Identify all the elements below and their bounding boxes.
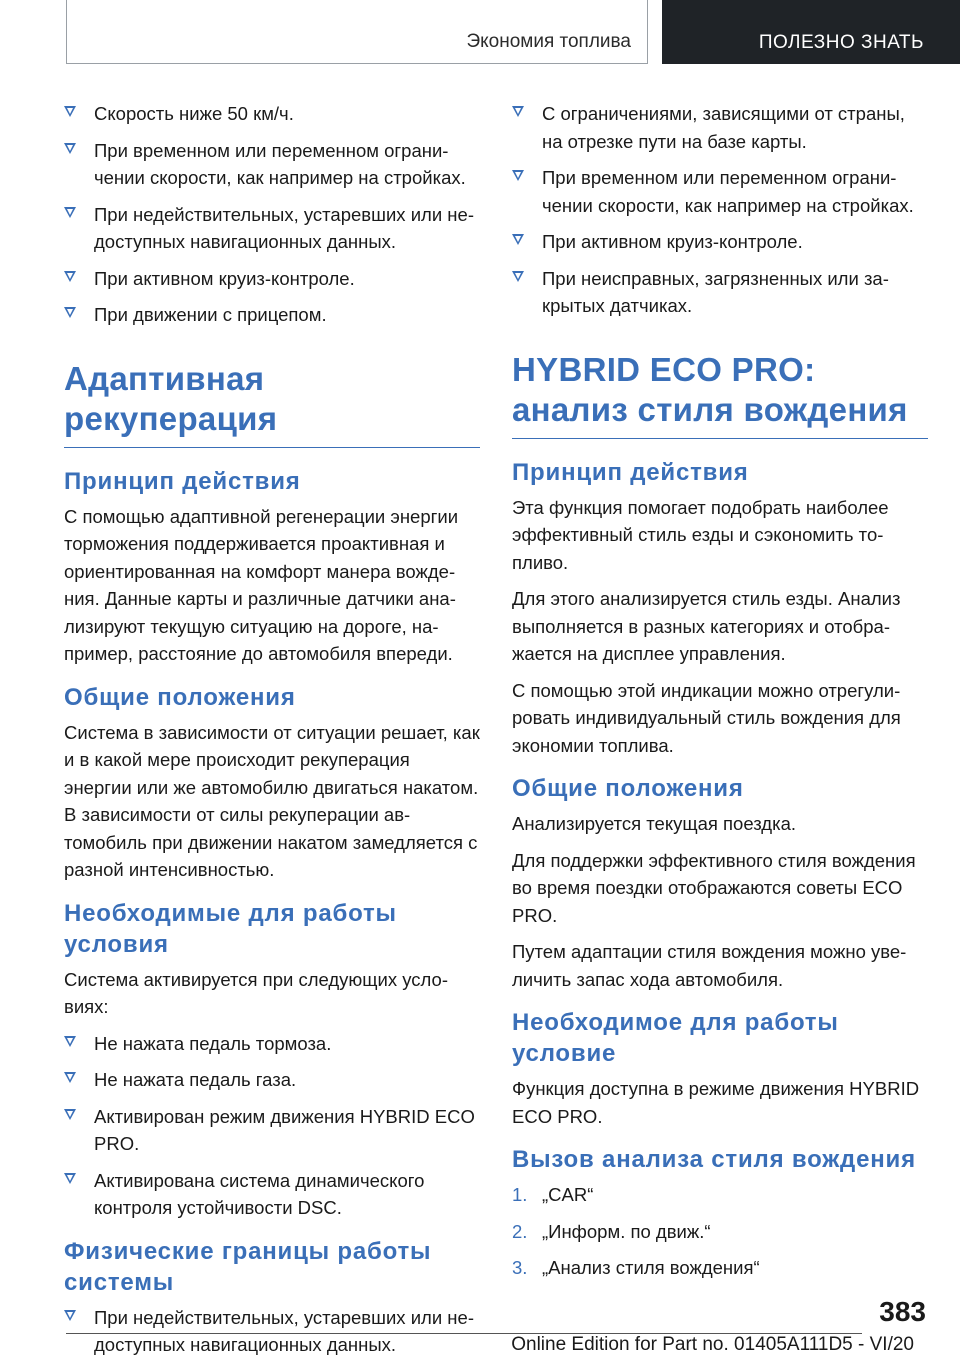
list-item <box>64 1030 480 1058</box>
header-chapter-title: ПОЛЕЗНО ЗНАТЬ <box>758 32 924 53</box>
list-item-text: При недействительных, устаревших или недоступных навигационных данных. <box>94 203 474 252</box>
list-item-text: При недействительных, устаревших или недоступных навигационных данных. <box>94 1306 474 1355</box>
left-top-list <box>64 100 480 329</box>
limits-list <box>64 1304 480 1359</box>
triangle-bullet-icon <box>64 307 76 318</box>
triangle-bullet-icon <box>64 1036 76 1047</box>
triangle-bullet-icon <box>64 106 76 117</box>
triangle-bullet-icon <box>512 271 524 282</box>
list-item-text: При временном или переменном ограничении скорости, как например на стройках. <box>542 167 914 216</box>
chapter-heading-eco-pro: HYBRID ECO PRO: анализ стиля вождения <box>512 350 928 439</box>
header-chapter-tab <box>662 0 960 64</box>
paragraph-general: Система в зависимости от ситуации решает, как и в какой мере происходит рекуперация энергии или же автомобилю двигаться накатом. В зависимости от силы рекуперации автомобиль при движении накатом замедляется с разной интенсивностью. <box>64 721 480 880</box>
section-heading-general: Общие положения <box>64 683 296 711</box>
paragraph-principle-2: Для этого анализируется стиль езды. Анализ выполняется в разных категориях и отображается на дисплее управления. <box>512 588 901 664</box>
triangle-bullet-icon <box>64 271 76 282</box>
section-heading-principle: Принцип действия <box>512 458 749 486</box>
list-item-text: При активном круиз-контроле. <box>94 267 355 289</box>
list-item <box>512 164 928 219</box>
paragraph-principle-3: С помощью этой индикации можно отрегулировать индивидуальный стиль вождения для экономии топлива. <box>512 679 901 756</box>
triangle-bullet-icon <box>512 234 524 245</box>
paragraph-general-3: Путем адаптации стиля вождения можно увеличить запас хода автомобиля. <box>512 941 907 990</box>
list-item-text: При движении с прицепом. <box>94 304 327 325</box>
step-number: 2. <box>512 1220 528 1242</box>
list-item-text: Активирован режим движения HYBRID ECO PRO. <box>94 1105 475 1154</box>
triangle-bullet-icon <box>64 1173 76 1184</box>
page-number: 383 <box>879 1296 926 1327</box>
list-item <box>64 1167 480 1222</box>
step-number: 1. <box>512 1184 528 1205</box>
list-item-text: Не нажата педаль газа. <box>94 1069 297 1090</box>
triangle-bullet-icon <box>512 170 524 181</box>
list-item <box>64 1066 480 1094</box>
paragraph-general-1: Анализируется текущая поездка. <box>512 813 797 834</box>
section-heading-conditions: Необходимые для работы условия <box>64 899 397 958</box>
triangle-bullet-icon <box>64 1310 76 1321</box>
list-item <box>64 301 480 329</box>
footer-edition: Online Edition for Part no. 01405A111D5 - VI/20 <box>511 1334 914 1355</box>
section-heading-condition: Необходимое для работы условие <box>512 1009 839 1067</box>
triangle-bullet-icon <box>64 1072 76 1083</box>
section-heading-principle: Принцип действия <box>64 467 301 495</box>
section-heading-limits: Физические границы работы системы <box>64 1237 432 1296</box>
list-item <box>64 1103 480 1158</box>
paragraph-condition: Функция доступна в режиме движения HYBRID ECO PRO. <box>512 1078 920 1127</box>
step-item <box>512 1254 928 1282</box>
list-item-text: При неисправных, загрязненных или закрытых датчиках. <box>542 267 889 316</box>
list-item <box>64 265 480 293</box>
paragraph-conditions: Система активируется при следующих условиях: <box>64 968 449 1017</box>
paragraph-principle-1: Эта функция помогает подобрать наиболее эффективный стиль езды и сэкономить топливо. <box>512 496 889 573</box>
step-text: „CAR“ <box>542 1184 594 1205</box>
list-item-text: При временном или переменном ограничении скорости, как например на стройках. <box>94 139 466 188</box>
step-item <box>512 1218 928 1246</box>
step-text: „Информ. по движ.“ <box>542 1220 711 1242</box>
list-item <box>512 265 928 320</box>
list-item <box>512 228 928 256</box>
conditions-list <box>64 1030 480 1222</box>
list-item <box>512 100 928 155</box>
list-item-text: Не нажата педаль тормоза. <box>94 1032 332 1054</box>
paragraph-general-2: Для поддержки эффективного стиля вождения во время поездки отображаются советы ECO PRO. <box>512 849 916 926</box>
list-item <box>64 100 480 128</box>
right-column <box>512 100 928 1291</box>
list-item-text: Активирована система динамического контроля устойчивости DSC. <box>94 1169 425 1218</box>
list-item <box>64 1304 480 1359</box>
step-number: 3. <box>512 1257 528 1278</box>
triangle-bullet-icon <box>512 106 524 117</box>
triangle-bullet-icon <box>64 207 76 218</box>
triangle-bullet-icon <box>64 1109 76 1120</box>
list-item-text: С ограничениями, зависящими от страны, на отрезке пути на базе карты. <box>542 103 905 152</box>
right-top-list <box>512 100 928 320</box>
header-section-title: Экономия топлива <box>466 31 631 52</box>
step-text: „Анализ стиля вождения“ <box>542 1257 760 1278</box>
list-item-text: При активном круиз-контроле. <box>542 231 803 252</box>
triangle-bullet-icon <box>64 143 76 154</box>
chapter-heading-recuperation: Адаптивная рекуперация <box>64 359 480 448</box>
steps-list <box>512 1181 928 1282</box>
section-heading-general: Общие положения <box>512 775 744 802</box>
step-item <box>512 1181 928 1209</box>
section-heading-call-analysis: Вызов анализа стиля вождения <box>512 1146 916 1173</box>
list-item <box>64 137 480 192</box>
paragraph-principle: С помощью адаптивной регенерации энергии торможения поддерживается проактивная и ориентированная на комфорт манера вождения. Данные карты и различные датчики анализируют текущую ситуацию на дороге, например, расстояние до автомобиля впереди. <box>64 505 459 664</box>
header-section-tab <box>66 0 648 64</box>
left-column <box>64 100 480 1368</box>
list-item-text: Скорость ниже 50 км/ч. <box>94 103 294 124</box>
list-item <box>64 201 480 256</box>
